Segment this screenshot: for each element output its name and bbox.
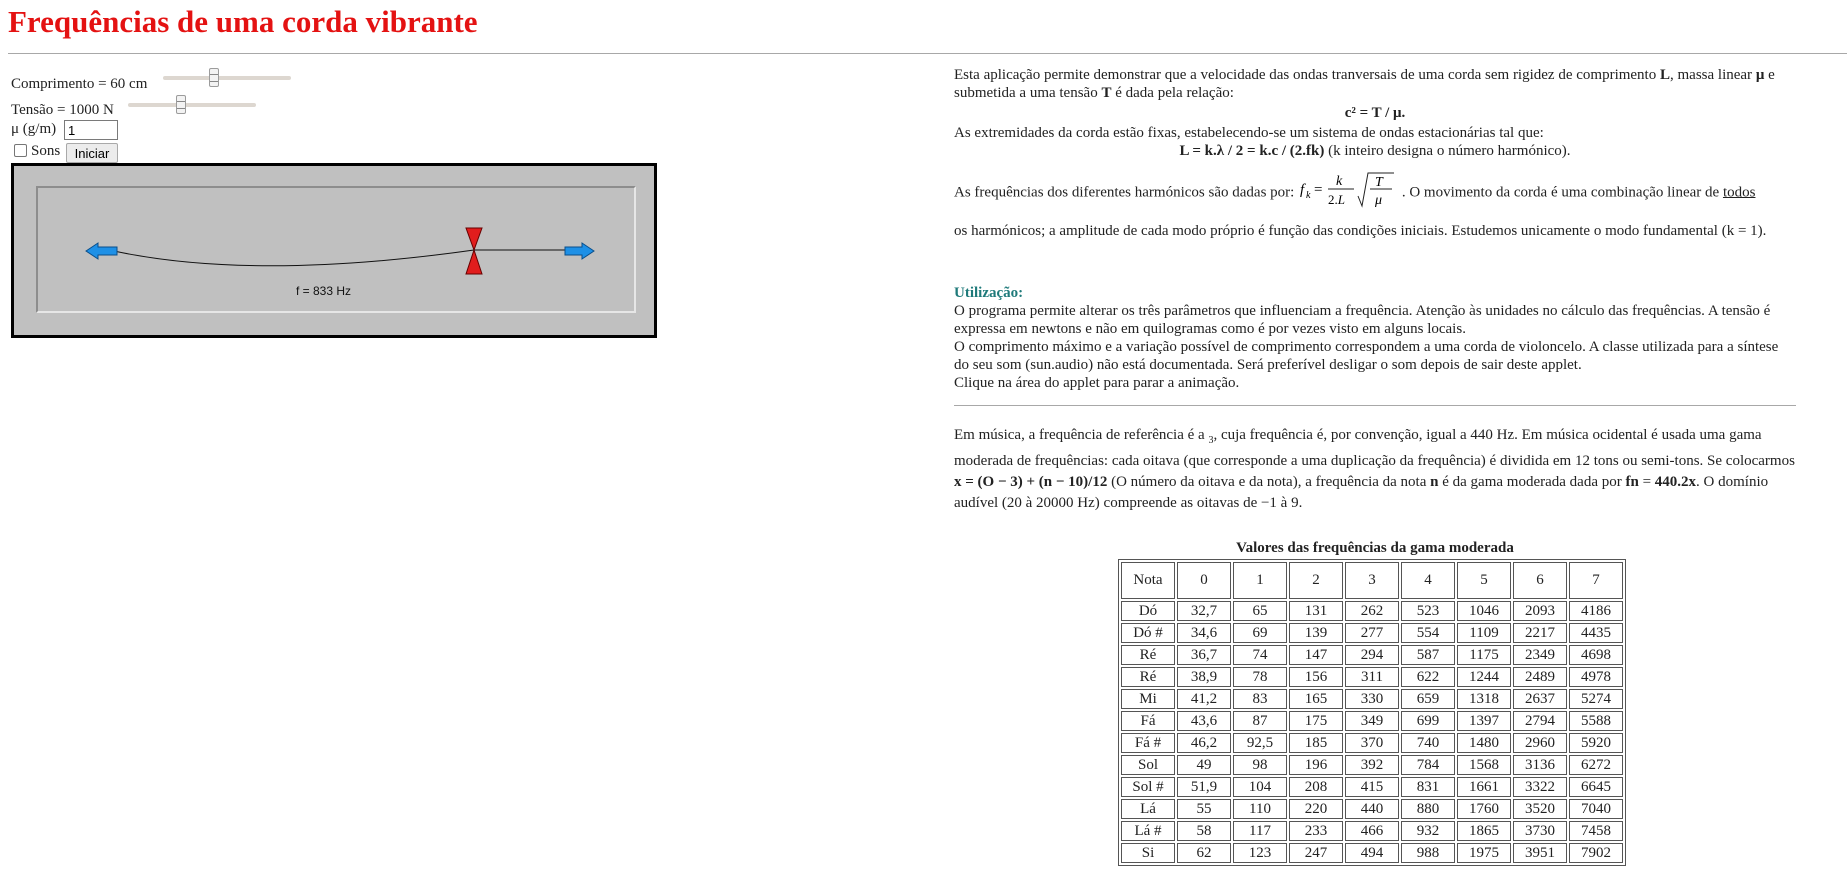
svg-text:T: T	[1375, 175, 1383, 190]
frequency-table-section	[1118, 540, 1632, 866]
frequency-cell: 36,7	[1177, 645, 1231, 665]
frequency-cell: 4698	[1569, 645, 1623, 665]
frequency-cell: 2637	[1513, 689, 1567, 709]
frequency-cell: 123	[1233, 843, 1287, 863]
page-title: Frequências de uma corda vibrante	[8, 4, 478, 39]
frequency-cell: 2093	[1513, 601, 1567, 621]
frequency-cell: 4186	[1569, 601, 1623, 621]
frequency-cell: 208	[1289, 777, 1343, 797]
frequency-cell: 38,9	[1177, 667, 1231, 687]
frequency-cell: 156	[1289, 667, 1343, 687]
frequency-cell: 7902	[1569, 843, 1623, 863]
svg-text:k: k	[1336, 174, 1343, 189]
frequency-cell: 1975	[1457, 843, 1511, 863]
frequency-cell: 1760	[1457, 799, 1511, 819]
frequency-cell: 6272	[1569, 755, 1623, 775]
frequency-cell: 55	[1177, 799, 1231, 819]
frequency-table	[1118, 559, 1626, 866]
frequency-cell: 554	[1401, 623, 1455, 643]
equation-length: L = k.λ / 2 = k.c / (2.fk) (k inteiro designa o número harmónico).	[1179, 143, 1571, 159]
svg-text:2.L: 2.L	[1328, 192, 1346, 207]
frequency-cell: 41,2	[1177, 689, 1231, 709]
frequency-readout: f = 833 Hz	[296, 284, 352, 298]
table-header-cell: Nota	[1121, 562, 1175, 599]
sons-checkbox[interactable]	[14, 144, 27, 157]
music-paragraph: Em música, a frequência de referência é a $_3$, cuja frequência é, por convenção, igual a 440 Hz. Em música ocidental é usada uma gama moderada de frequências: cada oitava (que corresponde a uma duplicação da frequência) é dividida em 12 tons ou semi-tons. Se colocarmos x = (O − 3) + (n − 10)/12 (O número da oitava e da nota), a frequência da nota n é da gama moderada dada por fn = 440.2x. O domínio audível (20 à 20000 Hz) compreende as oitavas de −1 à 9.	[954, 427, 1795, 511]
note-name-cell: Ré	[1121, 667, 1175, 687]
frequency-cell: 7040	[1569, 799, 1623, 819]
table-row	[1121, 733, 1623, 753]
frequency-cell: 587	[1401, 645, 1455, 665]
length-slider[interactable]	[163, 76, 291, 80]
note-name-cell: Fá	[1121, 711, 1175, 731]
frequency-cell: 3322	[1513, 777, 1567, 797]
frequency-cell: 831	[1401, 777, 1455, 797]
table-row	[1121, 711, 1623, 731]
frequency-cell: 185	[1289, 733, 1343, 753]
frequency-cell: 2960	[1513, 733, 1567, 753]
title-divider	[8, 53, 1847, 54]
start-button[interactable]: Iniciar	[66, 143, 118, 163]
frequency-cell: 6645	[1569, 777, 1623, 797]
table-row	[1121, 777, 1623, 797]
table-header-cell: 1	[1233, 562, 1287, 599]
note-name-cell: Dó	[1121, 601, 1175, 621]
frequency-cell: 415	[1345, 777, 1399, 797]
table-row	[1121, 689, 1623, 709]
length-slider-thumb[interactable]	[209, 68, 219, 87]
table-row	[1121, 821, 1623, 841]
right-arrow-icon	[565, 243, 594, 259]
frequency-cell: 5274	[1569, 689, 1623, 709]
table-header-cell: 6	[1513, 562, 1567, 599]
frequency-cell: 3520	[1513, 799, 1567, 819]
frequency-cell: 932	[1401, 821, 1455, 841]
usage-p2: O comprimento máximo e a variação possível de comprimento correspondem a uma corda de violoncelo. A classe utilizada para a síntese do seu som (sun.audio) não está documentada. Será preferível desligar o som depois de sair deste applet.	[954, 339, 1779, 373]
frequency-cell: 104	[1233, 777, 1287, 797]
frequency-cell: 392	[1345, 755, 1399, 775]
frequency-cell: 165	[1289, 689, 1343, 709]
frequency-cell: 1175	[1457, 645, 1511, 665]
frequency-cell: 32,7	[1177, 601, 1231, 621]
tension-slider[interactable]	[128, 103, 256, 107]
mu-input[interactable]	[64, 120, 118, 140]
note-name-cell: Mi	[1121, 689, 1175, 709]
frequency-cell: 2794	[1513, 711, 1567, 731]
sons-label: Sons	[31, 143, 61, 159]
tension-label: Tensão = 1000 N	[11, 102, 114, 118]
table-row	[1121, 667, 1623, 687]
frequency-cell: 1046	[1457, 601, 1511, 621]
tension-slider-thumb[interactable]	[176, 95, 186, 114]
frequency-cell: 3730	[1513, 821, 1567, 841]
table-header-cell: 4	[1401, 562, 1455, 599]
frequency-cell: 494	[1345, 843, 1399, 863]
frequency-cell: 46,2	[1177, 733, 1231, 753]
frequency-cell: 262	[1345, 601, 1399, 621]
description-column	[954, 66, 1796, 514]
equation-velocity: c² = T / μ.	[1344, 105, 1406, 121]
frequency-cell: 622	[1401, 667, 1455, 687]
table-row	[1121, 645, 1623, 665]
frequency-cell: 2349	[1513, 645, 1567, 665]
table-header-cell: 0	[1177, 562, 1231, 599]
frequency-cell: 131	[1289, 601, 1343, 621]
frequency-cell: 988	[1401, 843, 1455, 863]
table-header-cell: 5	[1457, 562, 1511, 599]
svg-text:μ: μ	[1375, 193, 1383, 208]
frequency-cell: 87	[1233, 711, 1287, 731]
table-row	[1121, 843, 1623, 863]
frequency-cell: 294	[1345, 645, 1399, 665]
table-header-row	[1121, 562, 1623, 599]
note-name-cell: Sol #	[1121, 777, 1175, 797]
frequency-cell: 440	[1345, 799, 1399, 819]
string-drawing	[14, 166, 654, 335]
frequency-cell: 175	[1289, 711, 1343, 731]
table-caption: Valores das frequências da gama moderada	[1236, 540, 1514, 556]
frequency-cell: 740	[1401, 733, 1455, 753]
frequency-cell: 51,9	[1177, 777, 1231, 797]
frequency-cell: 196	[1289, 755, 1343, 775]
frequency-cell: 1865	[1457, 821, 1511, 841]
note-name-cell: Fá #	[1121, 733, 1175, 753]
frequency-cell: 110	[1233, 799, 1287, 819]
frequency-cell: 58	[1177, 821, 1231, 841]
note-name-cell: Si	[1121, 843, 1175, 863]
frequency-cell: 784	[1401, 755, 1455, 775]
frequency-cell: 247	[1289, 843, 1343, 863]
frequency-cell: 466	[1345, 821, 1399, 841]
frequency-cell: 1480	[1457, 733, 1511, 753]
frequency-cell: 74	[1233, 645, 1287, 665]
frequency-cell: 65	[1233, 601, 1287, 621]
frequency-cell: 880	[1401, 799, 1455, 819]
usage-heading: Utilização:	[954, 285, 1024, 301]
note-name-cell: Lá #	[1121, 821, 1175, 841]
left-arrow-icon	[86, 243, 117, 259]
fundamental-paragraph: os harmónicos; a amplitude de cada modo próprio é função das condições iniciais. Estudemos unicamente o modo fundamental (k = 1).	[954, 223, 1767, 239]
note-name-cell: Sol	[1121, 755, 1175, 775]
vibrating-string	[114, 250, 474, 266]
frequency-cell: 277	[1345, 623, 1399, 643]
frequency-cell: 139	[1289, 623, 1343, 643]
table-row	[1121, 623, 1623, 643]
frequency-cell: 34,6	[1177, 623, 1231, 643]
usage-p1: O programa permite alterar os três parâmetros que influenciam a frequência. Atenção às unidades no cálculo das frequências. A tensão é expressa em newtons e não em quilogramas como é por vezes visto em alguns locais.	[954, 303, 1771, 337]
frequency-cell: 1661	[1457, 777, 1511, 797]
table-row	[1121, 755, 1623, 775]
table-header-cell: 2	[1289, 562, 1343, 599]
frequency-cell: 49	[1177, 755, 1231, 775]
frequency-cell: 62	[1177, 843, 1231, 863]
frequency-cell: 78	[1233, 667, 1287, 687]
frequency-paragraph: As frequências dos diferentes harmónicos são dadas por: f k = k 2.L T μ . O movimento da corda é uma combinação linear de todos	[954, 170, 1796, 216]
frequency-cell: 1318	[1457, 689, 1511, 709]
note-name-cell: Ré	[1121, 645, 1175, 665]
frequency-cell: 5588	[1569, 711, 1623, 731]
table-header-cell: 7	[1569, 562, 1623, 599]
svg-text:=: =	[1314, 182, 1323, 198]
table-row	[1121, 601, 1623, 621]
frequency-cell: 4435	[1569, 623, 1623, 643]
svg-text:f: f	[1300, 182, 1305, 198]
harmonic-frequency-formula	[1298, 170, 1398, 216]
frequency-cell: 699	[1401, 711, 1455, 731]
frequency-cell: 7458	[1569, 821, 1623, 841]
frequency-cell: 311	[1345, 667, 1399, 687]
table-row	[1121, 799, 1623, 819]
frequency-cell: 349	[1345, 711, 1399, 731]
table-header-cell: 3	[1345, 562, 1399, 599]
frequency-cell: 220	[1289, 799, 1343, 819]
mu-label: μ (g/m)	[11, 121, 57, 137]
string-applet[interactable]	[11, 163, 657, 338]
frequency-cell: 4978	[1569, 667, 1623, 687]
frequency-cell: 43,6	[1177, 711, 1231, 731]
frequency-cell: 92,5	[1233, 733, 1287, 753]
intro-paragraph: Esta aplicação permite demonstrar que a velocidade das ondas tranversais de uma corda sem rigidez de comprimento L, massa linear μ e submetida a uma tensão T é dada pela relação:	[954, 67, 1775, 101]
note-name-cell: Dó #	[1121, 623, 1175, 643]
frequency-cell: 3136	[1513, 755, 1567, 775]
frequency-cell: 370	[1345, 733, 1399, 753]
usage-p3: Clique na área do applet para parar a animação.	[954, 375, 1240, 391]
frequency-cell: 1568	[1457, 755, 1511, 775]
frequency-cell: 98	[1233, 755, 1287, 775]
frequency-cell: 147	[1289, 645, 1343, 665]
frequency-cell: 2217	[1513, 623, 1567, 643]
length-label: Comprimento = 60 cm	[11, 76, 148, 92]
note-name-cell: Lá	[1121, 799, 1175, 819]
frequency-cell: 117	[1233, 821, 1287, 841]
section-divider	[954, 405, 1796, 406]
frequency-cell: 233	[1289, 821, 1343, 841]
frequency-cell: 2489	[1513, 667, 1567, 687]
frequency-cell: 1109	[1457, 623, 1511, 643]
frequency-cell: 1244	[1457, 667, 1511, 687]
frequency-cell: 523	[1401, 601, 1455, 621]
frequency-cell: 659	[1401, 689, 1455, 709]
frequency-cell: 69	[1233, 623, 1287, 643]
standing-wave-text: As extremidades da corda estão fixas, estabelecendo-se um sistema de ondas estacionárias tal que:	[954, 125, 1544, 141]
frequency-cell: 3951	[1513, 843, 1567, 863]
frequency-cell: 1397	[1457, 711, 1511, 731]
frequency-cell: 5920	[1569, 733, 1623, 753]
frequency-cell: 83	[1233, 689, 1287, 709]
frequency-cell: 330	[1345, 689, 1399, 709]
svg-text:k: k	[1306, 190, 1311, 201]
